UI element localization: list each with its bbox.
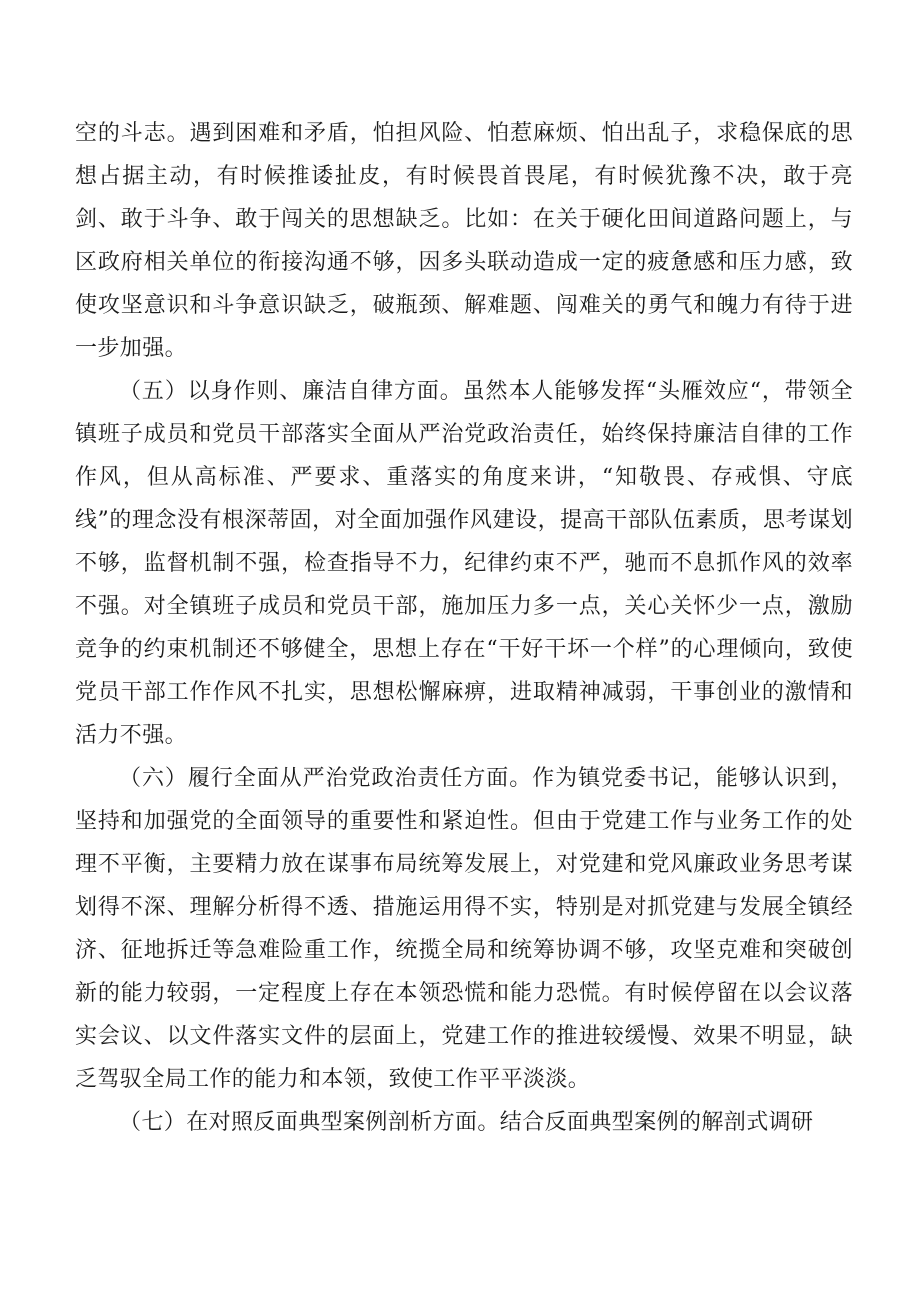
- paragraph-section-5: （五）以身作则、廉洁自律方面。虽然本人能够发挥“头雁效应“，带领全镇班子成员和党员干部落实全面从严治党政治责任，始终保持廉洁自律的工作作风，但从高标准、严要求、重落实的角度来讲，“知敬畏、存戒惧、守底线”的理念没有根深蒂固，对全面加强作风建设，提高干部队伍素质，思考谋划不够，监督机制不强，检查指导不力，纪律约束不严，驰而不息抓作风的效率不强。对全镇班子成员和党员干部，施加压力多一点，关心关怀少一点，激励竞争的约束机制还不够健全，思想上存在“干好干坏一个样”的心理倾向，致使党员干部工作作风不扎实，思想松懈麻痹，进取精神减弱，干事创业的激情和活力不强。: [75, 379, 853, 748]
- paragraph-section-7: （七）在对照反面典型案例剖析方面。结合反面典型案例的解剖式调研: [119, 1110, 814, 1135]
- document-body: [75, 112, 853, 1144]
- paragraph-section-6: （六）履行全面从严治党政治责任方面。作为镇党委书记，能够认识到，坚持和加强党的全面领导的重要性和紧迫性。但由于党建工作与业务工作的处理不平衡，主要精力放在谋事布局统筹发展上，对党建和党风廉政业务思考谋划得不深、理解分析得不透、措施运用得不实，特别是对抓党建与发展全镇经济、征地拆迁等急难险重工作，统揽全局和统筹协调不够，攻坚克难和突破创新的能力较弱，一定程度上存在本领恐慌和能力恐慌。有时候停留在以会议落实会议、以文件落实文件的层面上，党建工作的推进较缓慢、效果不明显，缺乏驾驭全局工作的能力和本领，致使工作平平淡淡。: [75, 766, 853, 1092]
- paragraph-continuation: 空的斗志。遇到困难和矛盾，怕担风险、怕惹麻烦、怕出乱子，求稳保底的思想占据主动，有时候推诿扯皮，有时候畏首畏尾，有时候犹豫不决，敢于亮剑、敢于斗争、敢于闯关的思想缺乏。比如：在关于硬化田间道路问题上，与区政府相关单位的衔接沟通不够，因多头联动造成一定的疲惫感和压力感，致使攻坚意识和斗争意识缺乏，破瓶颈、解难题、闯难关的勇气和魄力有待于进一步加强。: [75, 121, 853, 361]
